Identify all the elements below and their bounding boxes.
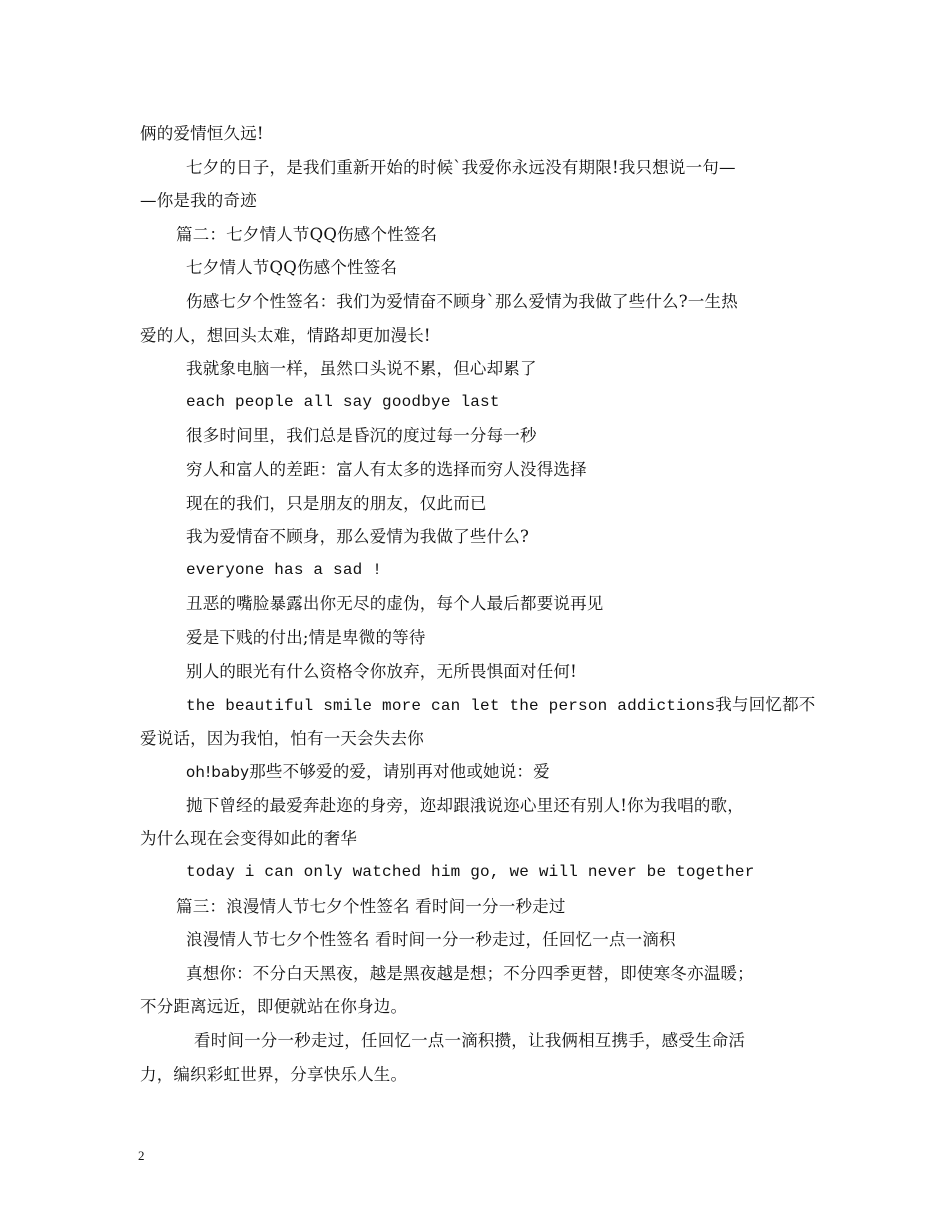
text-segment: 那些不够爱的爱，请别再对他或她说：爱 xyxy=(249,762,550,782)
text-line: 穷人和富人的差距：富人有太多的选择而穷人没得选择 xyxy=(186,459,587,479)
text-line: 伤感七夕个性签名：我们为爱情奋不顾身`那么爱情为我做了些什么?一生热 xyxy=(186,291,738,311)
text-line: 很多时间里，我们总是昏沉的度过每一分每一秒 xyxy=(186,426,537,446)
text-line: 爱说话，因为我怕，怕有一天会失去你 xyxy=(140,728,424,748)
document-body xyxy=(140,117,820,1091)
text-line: 别人的眼光有什么资格令你放弃，无所畏惧面对任何! xyxy=(186,661,577,681)
text-line xyxy=(140,755,820,789)
text-line: each people all say goodbye last xyxy=(186,392,500,411)
text-line: 七夕情人节QQ伤感个性签名 xyxy=(186,258,398,278)
text-line: 看时间一分一秒走过，任回忆一点一滴积攒，让我俩相互携手，感受生命活 xyxy=(194,1031,746,1051)
text-line: 我为爱情奋不顾身，那么爱情为我做了些什么? xyxy=(186,527,530,547)
text-line: 抛下曾经的最爱奔赴迩的身旁，迩却跟涐说迩心里还有别人!你为我唱的歌， xyxy=(186,795,744,815)
text-line: 七夕的日子，是我们重新开始的时候`我爱你永远没有期限!我只想说一句— xyxy=(186,157,736,177)
text-line: everyone has a sad ! xyxy=(186,560,383,579)
text-line: today i can only watched him go, we will never be together xyxy=(186,863,755,882)
text-line: 浪漫情人节七夕个性签名 看时间一分一秒走过，任回忆一点一滴积 xyxy=(186,930,676,950)
text-segment: 我与回忆都不 xyxy=(715,695,816,715)
section-heading: 篇二：七夕情人节QQ伤感个性签名 xyxy=(176,224,438,244)
text-segment-latin: the beautiful smile more can let the person addictions xyxy=(186,697,716,716)
text-line xyxy=(140,688,820,722)
text-line: —你是我的奇迹 xyxy=(140,191,257,211)
text-line: 真想你：不分白天黑夜，越是黑夜越是想；不分四季更替，即使寒冬亦温暖； xyxy=(186,963,754,983)
text-line: 爱的人，想回头太难，情路却更加漫长! xyxy=(140,325,431,345)
text-line: 爱是下贱的付出;情是卑微的等待 xyxy=(186,627,426,647)
text-line: 力，编织彩虹世界，分享快乐人生。 xyxy=(140,1064,408,1084)
text-line: 现在的我们，只是朋友的朋友，仅此而已 xyxy=(186,493,487,513)
text-segment-latin: oh!baby xyxy=(186,763,250,782)
text-line: 丑恶的嘴脸暴露出你无尽的虚伪，每个人最后都要说再见 xyxy=(186,594,604,614)
text-line: 俩的爱情恒久远! xyxy=(140,124,264,143)
text-line: 不分距离远近，即便就站在你身边。 xyxy=(140,997,408,1017)
page-number: 2 xyxy=(138,1148,145,1163)
text-line: 为什么现在会变得如此的奢华 xyxy=(140,829,358,849)
text-line: 我就象电脑一样，虽然口头说不累，但心却累了 xyxy=(186,359,537,379)
section-heading: 篇三：浪漫情人节七夕个性签名 看时间一分一秒走过 xyxy=(176,896,566,916)
